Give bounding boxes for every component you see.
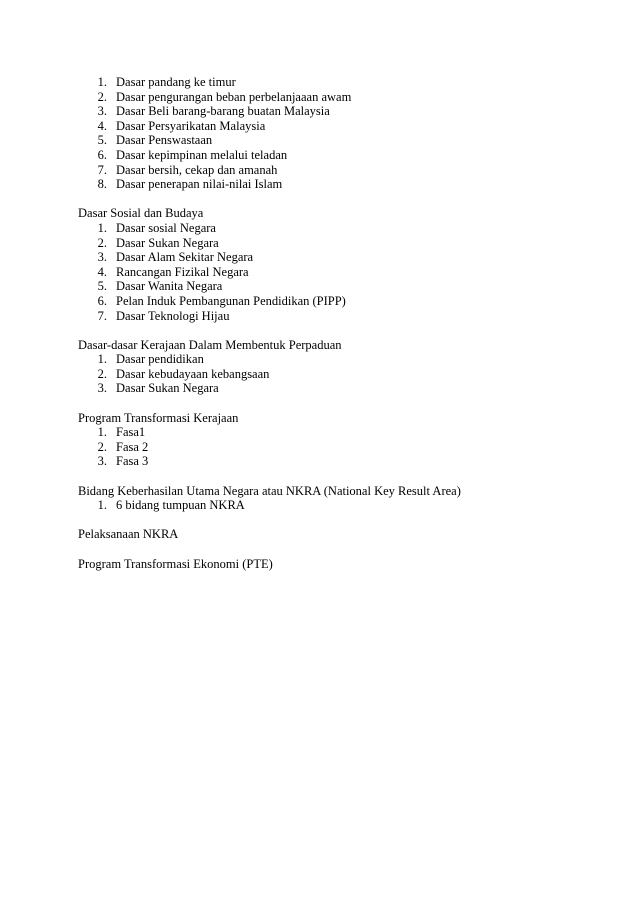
list-item <box>78 367 598 382</box>
item-number: 3. <box>97 104 107 119</box>
item-text: Dasar kepimpinan melalui teladan <box>116 147 288 162</box>
section-heading: Dasar Sosial dan Budaya <box>78 206 204 221</box>
item-number: 2. <box>97 235 107 250</box>
list-perpaduan <box>78 352 598 396</box>
item-number: 6. <box>97 293 107 308</box>
list-item <box>78 381 598 396</box>
item-number: 2. <box>97 366 107 381</box>
item-number: 5. <box>97 133 107 148</box>
item-number: 4. <box>97 264 107 279</box>
list-item <box>78 309 598 324</box>
item-text: Dasar Teknologi Hijau <box>116 308 230 323</box>
list-item <box>78 148 598 163</box>
section-transformasi-kerajaan <box>78 411 598 469</box>
item-text: Fasa1 <box>116 425 146 440</box>
section-perpaduan <box>78 338 598 396</box>
item-text: Fasa 2 <box>116 439 149 454</box>
item-number: 2. <box>97 89 107 104</box>
list-item <box>78 352 598 367</box>
list-item <box>78 279 598 294</box>
item-number: 6. <box>97 147 107 162</box>
section-heading: Dasar-dasar Kerajaan Dalam Membentuk Perpaduan <box>78 337 342 352</box>
item-text: Fasa 3 <box>116 454 149 469</box>
item-number: 7. <box>97 308 107 323</box>
list-policies <box>78 75 598 192</box>
list-item <box>78 294 598 309</box>
item-text: Dasar pandang ke timur <box>116 75 236 89</box>
section-policies <box>78 75 598 192</box>
section-nkra <box>78 484 598 513</box>
list-item <box>78 425 598 440</box>
item-number: 1. <box>97 498 107 513</box>
section-transformasi-ekonomi <box>78 557 598 572</box>
list-item <box>78 104 598 119</box>
item-number: 1. <box>97 220 107 235</box>
item-text: Dasar pengurangan beban perbelanjaaan awam <box>116 89 352 104</box>
list-item <box>78 221 598 236</box>
item-number: 1. <box>97 75 107 89</box>
item-text: Dasar Sukan Negara <box>116 235 219 250</box>
list-item <box>78 177 598 192</box>
item-text: Rancangan Fizikal Negara <box>116 264 249 279</box>
list-item <box>78 440 598 455</box>
section-heading: Program Transformasi Ekonomi (PTE) <box>78 556 273 571</box>
item-text: Dasar Penswastaan <box>116 133 213 148</box>
list-item <box>78 90 598 105</box>
item-text: Dasar kebudayaan kebangsaan <box>116 366 270 381</box>
spacer <box>78 469 598 484</box>
item-text: Dasar sosial Negara <box>116 220 216 235</box>
list-item <box>78 250 598 265</box>
item-number: 3. <box>97 454 107 469</box>
list-item <box>78 498 598 513</box>
spacer <box>78 192 598 207</box>
spacer <box>78 396 598 411</box>
item-text: Dasar bersih, cekap dan amanah <box>116 162 278 177</box>
item-text: 6 bidang tumpuan NKRA <box>116 498 245 513</box>
list-nkra <box>78 498 598 513</box>
list-item <box>78 163 598 178</box>
list-item <box>78 454 598 469</box>
item-text: Dasar Alam Sekitar Negara <box>116 250 254 265</box>
item-text: Dasar pendidikan <box>116 352 204 367</box>
list-item <box>78 119 598 134</box>
document-page <box>78 75 598 571</box>
item-text: Dasar Persyarikatan Malaysia <box>116 118 266 133</box>
spacer <box>78 542 598 557</box>
item-number: 8. <box>97 177 107 192</box>
section-heading: Pelaksanaan NKRA <box>78 527 179 542</box>
item-text: Pelan Induk Pembangunan Pendidikan (PIPP) <box>116 293 346 308</box>
list-item <box>78 236 598 251</box>
item-number: 1. <box>97 352 107 367</box>
spacer <box>78 513 598 528</box>
item-number: 3. <box>97 381 107 396</box>
section-sosial-budaya <box>78 206 598 323</box>
list-item <box>78 75 598 90</box>
item-text: Dasar Wanita Negara <box>116 279 223 294</box>
section-pelaksanaan-nkra <box>78 527 598 542</box>
list-sosial-budaya <box>78 221 598 323</box>
section-heading: Program Transformasi Kerajaan <box>78 410 239 425</box>
item-number: 3. <box>97 250 107 265</box>
list-item <box>78 265 598 280</box>
item-text: Dasar Beli barang-barang buatan Malaysia <box>116 104 330 119</box>
item-number: 7. <box>97 162 107 177</box>
list-fasa <box>78 425 598 469</box>
item-text: Dasar penerapan nilai-nilai Islam <box>116 177 283 192</box>
item-number: 5. <box>97 279 107 294</box>
spacer <box>78 323 598 338</box>
item-number: 4. <box>97 118 107 133</box>
item-number: 2. <box>97 439 107 454</box>
item-text: Dasar Sukan Negara <box>116 381 219 396</box>
item-number: 1. <box>97 425 107 440</box>
list-item <box>78 133 598 148</box>
section-heading: Bidang Keberhasilan Utama Negara atau NKRA (National Key Result Area) <box>78 483 461 498</box>
